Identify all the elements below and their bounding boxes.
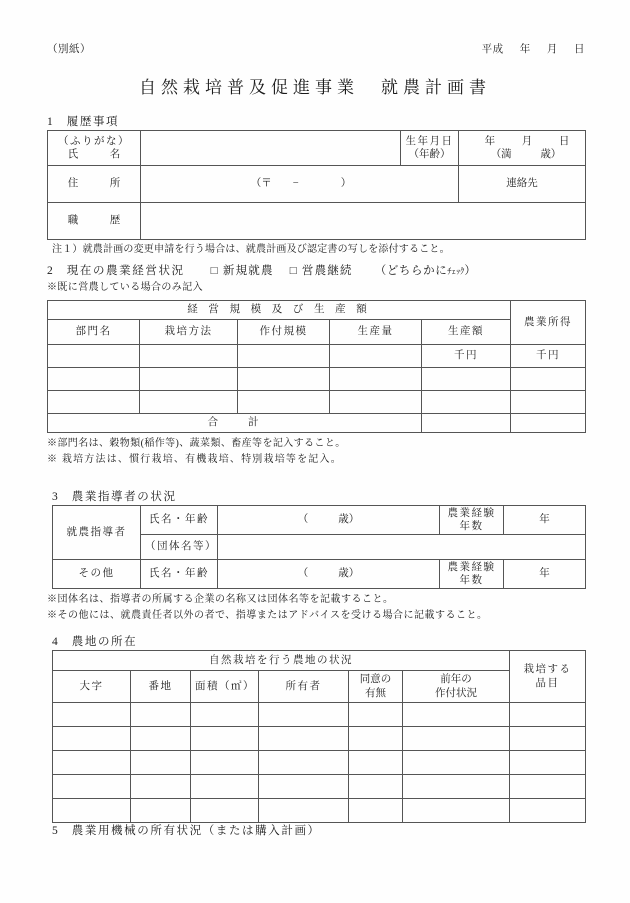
name-input-cell[interactable] xyxy=(141,131,401,166)
table-row xyxy=(48,391,586,414)
column-header-oaza: 大字 xyxy=(53,671,131,703)
cell-department[interactable] xyxy=(48,368,140,391)
cell-consent[interactable] xyxy=(349,775,403,799)
birth-day-label: 日 xyxy=(558,135,570,147)
table-row xyxy=(53,506,586,535)
birth-year-label: 年 xyxy=(484,135,496,147)
cell-department[interactable] xyxy=(48,345,140,368)
section-4-heading xyxy=(52,633,137,649)
section-3-number: 3 xyxy=(52,491,58,503)
management-scale-header: 経 営 規 模 及 び 生 産 額 xyxy=(48,301,511,320)
column-header-prev-year xyxy=(403,671,510,703)
consent-line2: 有無 xyxy=(365,687,386,699)
table-row xyxy=(48,203,586,240)
cell-prev-year[interactable] xyxy=(403,799,510,823)
birthdate-input-cell[interactable] xyxy=(459,131,586,166)
age-label: （年齢） xyxy=(408,149,451,160)
section-1-note: 注１）就農計画の変更申請を行う場合は、就農計画及び認定書の写しを添付すること。 xyxy=(52,244,450,255)
prev-year-line2: 作付状況 xyxy=(435,687,477,699)
crop-item-header xyxy=(510,651,586,703)
cell-production-value[interactable] xyxy=(422,368,511,391)
history-table xyxy=(47,130,586,240)
cell-crop[interactable] xyxy=(510,727,586,751)
furigana-label: （ふりがな） xyxy=(58,135,130,147)
other-age-suffix: 歳） xyxy=(338,568,360,580)
attachment-label: （別紙） xyxy=(47,44,91,55)
other-name-age-label: 氏名・年齢 xyxy=(141,560,218,589)
address-input-cell[interactable] xyxy=(141,166,459,203)
section-1-number: 1 xyxy=(47,116,53,128)
document-header-line xyxy=(47,41,585,56)
cell-oaza[interactable] xyxy=(53,775,131,799)
checkbox-continue-farming[interactable]: □ 営農継続 xyxy=(289,265,353,277)
section-2-subnote: ※既に営農している場合のみ記入 xyxy=(47,282,203,293)
cell-consent[interactable] xyxy=(349,799,403,823)
date-line xyxy=(482,41,585,56)
column-header-banchi: 番地 xyxy=(131,671,191,703)
contact-label: 連絡先 xyxy=(506,178,538,190)
cell-banchi[interactable] xyxy=(131,775,191,799)
column-header-owner: 所有者 xyxy=(259,671,349,703)
age-prefix: （満 xyxy=(490,149,512,160)
column-header-area: 面積（㎡） xyxy=(191,671,259,703)
cell-area[interactable] xyxy=(191,727,259,751)
instructor-age-suffix: 歳） xyxy=(338,514,360,526)
name-label: 氏 名 xyxy=(67,149,121,160)
table-row xyxy=(53,651,586,671)
other-experience-label xyxy=(440,560,504,589)
career-label-cell: 職 歴 xyxy=(48,203,141,240)
cell-prev-year[interactable] xyxy=(403,703,510,727)
cell-crop[interactable] xyxy=(510,775,586,799)
instructor-experience-label xyxy=(440,506,504,535)
cell-owner[interactable] xyxy=(259,727,349,751)
other-age-prefix: （ xyxy=(297,568,309,580)
cell-area[interactable] xyxy=(191,751,259,775)
cell-banchi[interactable] xyxy=(131,727,191,751)
cell-oaza[interactable] xyxy=(53,727,131,751)
instructor-age-prefix: （ xyxy=(297,514,309,526)
other-exp-line1: 農業経験 xyxy=(447,561,496,573)
table-row xyxy=(53,560,586,589)
cell-scale[interactable] xyxy=(238,391,330,414)
column-header-consent xyxy=(349,671,403,703)
section-5-number: 5 xyxy=(52,825,58,837)
agri-income-header: 農業所得 xyxy=(511,301,586,345)
section-1-title: 履歴事項 xyxy=(66,116,120,128)
cell-prev-year[interactable] xyxy=(403,751,510,775)
table-row xyxy=(53,703,586,727)
section-5-heading xyxy=(52,822,321,838)
prev-year-line1: 前年の xyxy=(440,674,472,686)
cell-production-value[interactable] xyxy=(422,391,511,414)
cell-banchi[interactable] xyxy=(131,703,191,727)
cell-oaza[interactable] xyxy=(53,799,131,823)
column-header-department: 部門名 xyxy=(48,320,140,345)
other-role-label: その他 xyxy=(53,560,141,589)
unit-agri-income: 千円 xyxy=(511,345,586,368)
cell-yield[interactable] xyxy=(330,391,422,414)
checkbox-hint-kana: ﾁｪｯｸ xyxy=(447,266,465,276)
age-suffix: 歳） xyxy=(540,149,562,160)
birth-month-label: 月 xyxy=(521,135,533,147)
cell-oaza[interactable] xyxy=(53,703,131,727)
column-header-method: 栽培方法 xyxy=(140,320,238,345)
instructor-experience-input[interactable] xyxy=(504,506,586,535)
section-3-note-2: ※その他には、就農責任者以外の者で、指導またはアドバイスを受ける場合に記載すること。 xyxy=(47,610,488,621)
natural-farming-land-header: 自然栽培を行う農地の状況 xyxy=(53,651,510,671)
cell-department[interactable] xyxy=(48,391,140,414)
section-2-title: 現在の農業経営状況 xyxy=(66,265,185,277)
cell-area[interactable] xyxy=(191,799,259,823)
address-label-cell: 住 所 xyxy=(48,166,141,203)
section-3-note-1: ※団体名は、指導者の所属する企業の名称又は団体名等を記載すること。 xyxy=(47,594,394,605)
table-row xyxy=(53,727,586,751)
instructor-exp-line2: 年数 xyxy=(459,521,484,532)
organization-name-label: （団体名等） xyxy=(141,535,218,560)
cell-owner[interactable] xyxy=(259,799,349,823)
cell-prev-year[interactable] xyxy=(403,727,510,751)
table-row xyxy=(48,320,586,345)
column-header-yield: 生産量 xyxy=(330,320,422,345)
cell-method[interactable] xyxy=(140,345,238,368)
cell-owner[interactable] xyxy=(259,703,349,727)
era-name: 平成 xyxy=(481,44,504,55)
cell-owner[interactable] xyxy=(259,775,349,799)
cell-agri-income[interactable] xyxy=(511,391,586,414)
crop-header-line2: 品目 xyxy=(535,677,560,689)
cell-area[interactable] xyxy=(191,775,259,799)
table-row xyxy=(48,368,586,391)
section-3-title: 農業指導者の状況 xyxy=(71,491,177,503)
era-month-label: 月 xyxy=(546,44,558,55)
cell-consent[interactable] xyxy=(349,751,403,775)
cell-scale[interactable] xyxy=(238,345,330,368)
cell-banchi[interactable] xyxy=(131,799,191,823)
instructor-exp-unit: 年 xyxy=(539,514,550,526)
total-label: 合 計 xyxy=(48,414,422,433)
section-1-heading xyxy=(47,113,119,129)
cell-method[interactable] xyxy=(140,368,238,391)
cell-oaza[interactable] xyxy=(53,751,131,775)
name-label-cell xyxy=(48,131,141,166)
cell-crop[interactable] xyxy=(510,703,586,727)
section-5-title: 農業用機械の所有状況（または購入計画） xyxy=(71,825,321,837)
consent-line1: 同意の xyxy=(359,674,392,686)
instructor-role-label: 就農指導者 xyxy=(53,506,141,560)
cell-scale[interactable] xyxy=(238,368,330,391)
table-row xyxy=(48,414,586,433)
contact-cell[interactable] xyxy=(459,166,586,203)
other-exp-unit: 年 xyxy=(539,568,550,580)
section-4-title: 農地の所在 xyxy=(71,636,138,648)
section-2-number: 2 xyxy=(47,265,53,277)
cell-prev-year[interactable] xyxy=(403,775,510,799)
cell-crop[interactable] xyxy=(510,799,586,823)
section-2-heading xyxy=(47,262,477,278)
total-production-value[interactable] xyxy=(422,414,511,433)
unit-production-value: 千円 xyxy=(422,345,511,368)
table-row xyxy=(53,751,586,775)
other-experience-input[interactable] xyxy=(504,560,586,589)
checkbox-hint-close: ） xyxy=(464,265,478,277)
column-header-production-value: 生産額 xyxy=(422,320,511,345)
column-header-scale: 作付規模 xyxy=(238,320,330,345)
cell-method[interactable] xyxy=(140,391,238,414)
cell-consent[interactable] xyxy=(349,703,403,727)
cell-yield[interactable] xyxy=(330,368,422,391)
table-row xyxy=(53,775,586,799)
era-year-label: 年 xyxy=(519,44,531,55)
total-agri-income[interactable] xyxy=(511,414,586,433)
instructor-name-age-label: 氏名・年齢 xyxy=(141,506,218,535)
table-row xyxy=(48,166,586,203)
farm-management-table xyxy=(47,300,586,433)
checkbox-new-farmer[interactable]: □ 新規就農 xyxy=(210,265,274,277)
section-4-number: 4 xyxy=(52,636,58,648)
cell-agri-income[interactable] xyxy=(511,368,586,391)
cell-crop[interactable] xyxy=(510,751,586,775)
cell-consent[interactable] xyxy=(349,727,403,751)
table-row xyxy=(53,671,586,703)
cell-yield[interactable] xyxy=(330,345,422,368)
other-exp-line2: 年数 xyxy=(459,575,484,586)
cell-owner[interactable] xyxy=(259,751,349,775)
table-row xyxy=(48,131,586,166)
table-row xyxy=(48,345,586,368)
agri-instructor-table xyxy=(52,505,586,589)
farmland-location-table xyxy=(52,650,586,823)
page-title: 自然栽培普及促進事業 就農計画書 xyxy=(139,78,491,97)
checkbox-hint-open: （どちらかに xyxy=(374,265,448,277)
crop-header-line1: 栽培する xyxy=(523,664,572,676)
birthdate-label-cell xyxy=(401,131,459,166)
cell-banchi[interactable] xyxy=(131,751,191,775)
birthdate-label: 生年月日 xyxy=(405,135,454,147)
other-name-age-input[interactable] xyxy=(218,560,440,589)
section-2-note-1: ※部門名は、穀物類(稲作等)、蔬菜類、畜産等を記入すること。 xyxy=(47,438,346,449)
instructor-exp-line1: 農業経験 xyxy=(447,507,496,519)
career-input-cell[interactable] xyxy=(141,203,586,240)
organization-name-input[interactable] xyxy=(218,535,586,560)
postal-code-placeholder: （〒 − ） xyxy=(250,178,352,190)
table-row xyxy=(48,301,586,320)
section-2-note-2: ※ 栽培方法は、慣行栽培、有機栽培、特別栽培等を記入。 xyxy=(47,454,342,465)
table-row xyxy=(53,799,586,823)
cell-area[interactable] xyxy=(191,703,259,727)
instructor-name-age-input[interactable] xyxy=(218,506,440,535)
era-day-label: 日 xyxy=(574,44,585,55)
section-3-heading xyxy=(52,488,177,504)
